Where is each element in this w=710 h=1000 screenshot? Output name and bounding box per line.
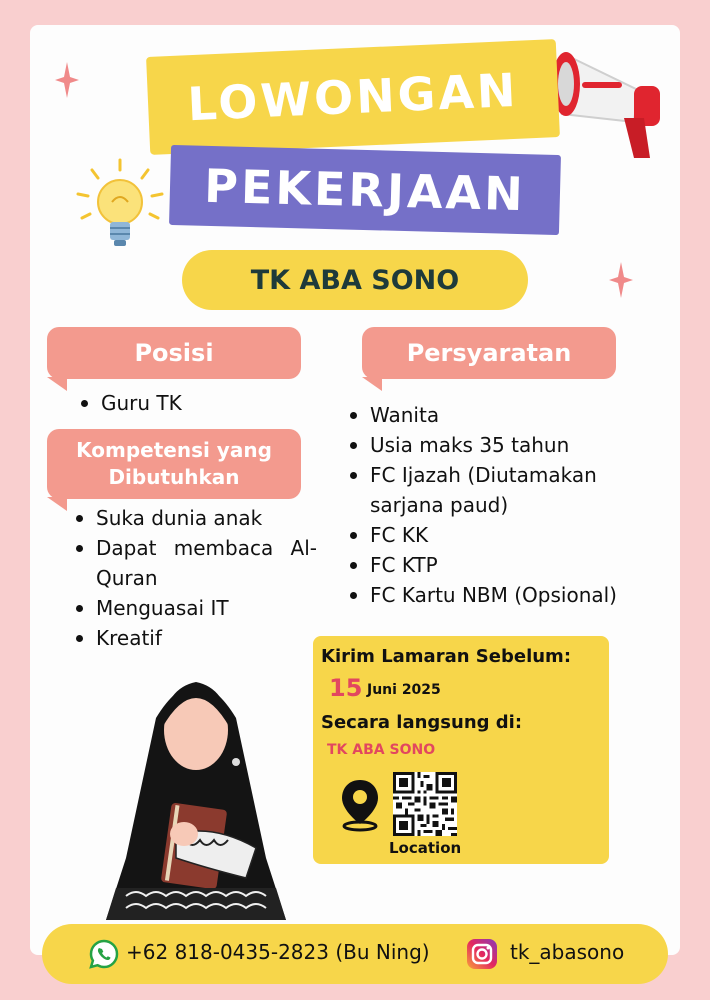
list-item: Kreatif (72, 623, 317, 653)
location-label: Location (389, 839, 462, 857)
lightbulb-icon (72, 158, 168, 254)
list-item: FC Ijazah (Diutamakan sarjana paud) (346, 460, 646, 520)
title-banner-lowongan (146, 39, 560, 155)
deadline-month-year: Juni 2025 (367, 682, 441, 698)
instagram-handle[interactable]: tk_abasono (510, 940, 625, 964)
persyaratan-list (346, 400, 646, 610)
posisi-heading: Posisi (134, 339, 214, 367)
list-item: FC KK (346, 520, 646, 550)
teacher-illustration (96, 658, 296, 920)
kompetensi-heading-bubble (47, 429, 301, 499)
list-item: FC Kartu NBM (Opsional) (346, 580, 646, 610)
title-line1: LOWONGAN (186, 62, 520, 132)
list-item: Menguasai IT (72, 593, 317, 623)
sparkle-icon (55, 62, 79, 98)
persyaratan-heading-bubble (362, 327, 616, 379)
sparkle-icon (609, 262, 633, 298)
list-item: FC KTP (346, 550, 646, 580)
location-pin-icon (339, 778, 381, 832)
title-line2: PEKERJAAN (203, 158, 527, 222)
kompetensi-list (72, 503, 317, 653)
deadline-label: Kirim Lamaran Sebelum: (321, 646, 572, 667)
list-item: Suka dunia anak (72, 503, 317, 533)
kompetensi-heading-line1: Kompetensi yang (76, 438, 272, 462)
phone-contact[interactable]: +62 818-0435-2823 (Bu Ning) (126, 940, 430, 964)
application-info-box (313, 636, 609, 864)
school-name-pill (182, 250, 528, 310)
school-name: TK ABA SONO (250, 264, 460, 296)
list-item: Wanita (346, 400, 646, 430)
persyaratan-heading: Persyaratan (406, 339, 572, 367)
kompetensi-heading-line2: Dibutuhkan (108, 465, 240, 489)
delivery-label: Secara langsung di: (321, 712, 523, 733)
qr-code[interactable] (393, 772, 457, 836)
posisi-heading-bubble (47, 327, 301, 379)
contact-footer (42, 924, 668, 984)
megaphone-icon (546, 26, 676, 162)
list-item: Dapat membaca Al-Quran (72, 533, 317, 593)
title-banner-pekerjaan (169, 145, 561, 235)
posisi-list (77, 388, 307, 418)
delivery-place: TK ABA SONO (327, 742, 436, 758)
whatsapp-icon[interactable] (88, 938, 120, 970)
list-item: Usia maks 35 tahun (346, 430, 646, 460)
deadline-day: 15 (329, 674, 363, 702)
instagram-icon[interactable] (466, 938, 498, 970)
list-item: Guru TK (77, 388, 307, 418)
